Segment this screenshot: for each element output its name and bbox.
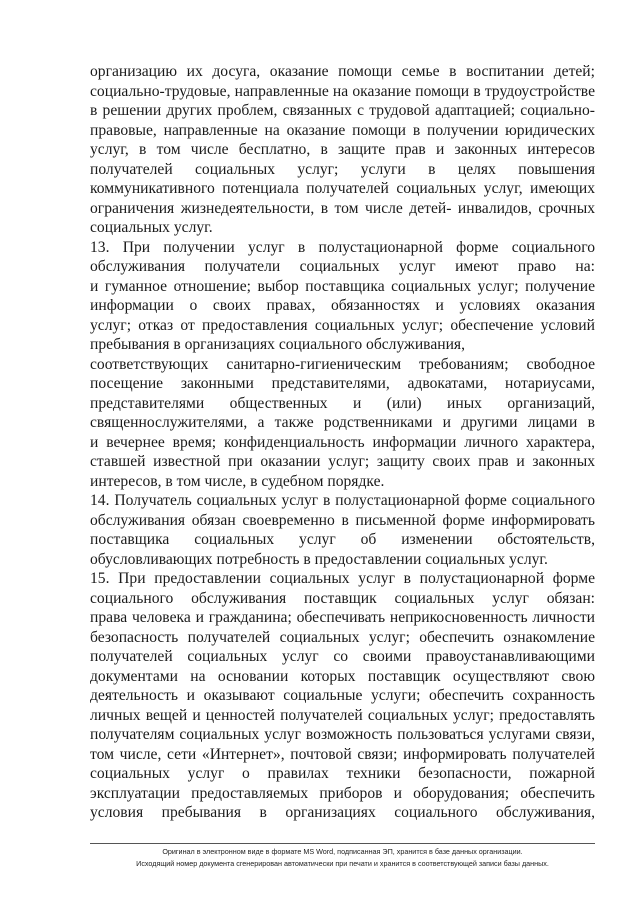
text-line: пребывания в организациях социального обслуживания, — [90, 336, 466, 353]
text-line: интересов, в том числе, в судебном порядке. — [90, 472, 385, 490]
text-line: получателям социальных услуг возможность пользоваться услугами связи, — [90, 726, 595, 743]
text-line: эксплуатации предоставляемых приборов и оборудования; обеспечить — [90, 784, 595, 802]
text-line: 14. Получатель социальных услуг в полустационарной форме социального — [90, 492, 595, 509]
text-line: посещение законными представителями, адвокатами, нотариусами, — [90, 375, 595, 392]
text-line: священнослужителями, а также родственниками и другими лицами в — [90, 414, 595, 431]
text-line: соответствующих санитарно-гигиеническим требованиям; свободное — [90, 355, 595, 373]
text-line: обусловливающих потребность в предоставлении социальных услуг. — [90, 550, 548, 568]
text-line: организацию их досуга, оказание помощи семье в воспитании детей; — [90, 63, 595, 80]
text-line: информации о своих правах, обязанностях и условиях оказания — [90, 297, 595, 314]
text-line: услуг; отказ от предоставления социальных услуг; обеспечение условий — [90, 316, 595, 334]
text-line: 13. При получении услуг в полустационарной форме социального — [90, 238, 595, 256]
text-line: получателей социальных услуг со своими правоустанавливающими — [90, 648, 595, 665]
footer-divider — [90, 843, 595, 844]
text-line: социального обслуживания поставщик социальных услуг обязан: — [90, 589, 595, 607]
text-line: и гуманное отношение; выбор поставщика социальных услуг; получение — [90, 277, 595, 295]
text-line: права человека и гражданина; обеспечивать неприкосновенность личности — [90, 609, 595, 626]
text-line: том числе, сети «Интернет», почтовой связи; информировать получателей — [90, 745, 595, 763]
text-line: услуг, в том числе бесплатно, в защите прав и законных интересов — [90, 141, 595, 158]
text-line: правовые, направленные на оказание помощи в получении юридических — [90, 121, 595, 139]
text-line: поставщика социальных услуг об изменении обстоятельств, — [90, 531, 595, 548]
footer-note-number: Исходящий номер документа сгенерирован автоматически при печати и хранится в соответствующей записи базы данных. — [136, 859, 549, 868]
document-body — [90, 62, 595, 823]
footer-note-original: Оригинал в электронном виде в формате MS Word, подписанная ЭП, хранится в базе данных организации. — [162, 847, 523, 856]
text-line: обслуживания получатели социальных услуг имеют право на: — [90, 258, 595, 275]
text-line: 15. При предоставлении социальных услуг в полустационарной форме — [90, 570, 595, 587]
text-line: получателей социальных услуг; услуги в целях повышения — [90, 160, 595, 178]
text-line: ставшей известной при оказании услуг; защиту своих прав и законных — [90, 453, 595, 470]
text-line: личных вещей и ценностей получателей социальных услуг; предоставлять — [90, 706, 595, 724]
text-line: условия пребывания в организациях социального обслуживания, — [90, 804, 595, 821]
text-line: представителями общественных и (или) иных организаций, — [90, 394, 595, 412]
text-line: и вечернее время; конфиденциальность информации личного характера, — [90, 433, 595, 451]
text-line: социальных услуг о правилах техники безопасности, пожарной — [90, 765, 595, 782]
text-line: социально-трудовые, направленные на оказание помощи в трудоустройстве — [90, 82, 595, 100]
text-line: коммуникативного потенциала получателей социальных услуг, имеющих — [90, 180, 595, 197]
text-line: безопасность получателей социальных услуг; обеспечить ознакомление — [90, 628, 595, 646]
text-line: в решении других проблем, связанных с трудовой адаптацией; социально- — [90, 102, 595, 119]
text-line: деятельность и оказывают социальные услуги; обеспечить сохранность — [90, 687, 595, 704]
text-line: обслуживания обязан своевременно в письменной форме информировать — [90, 511, 595, 529]
text-line: документами на основании которых поставщик осуществляют свою — [90, 667, 595, 685]
text-line: ограничения жизнедеятельности, в том числе детей- инвалидов, срочных — [90, 199, 595, 217]
text-line: социальных услуг. — [90, 219, 213, 236]
page-footer — [60, 846, 625, 870]
